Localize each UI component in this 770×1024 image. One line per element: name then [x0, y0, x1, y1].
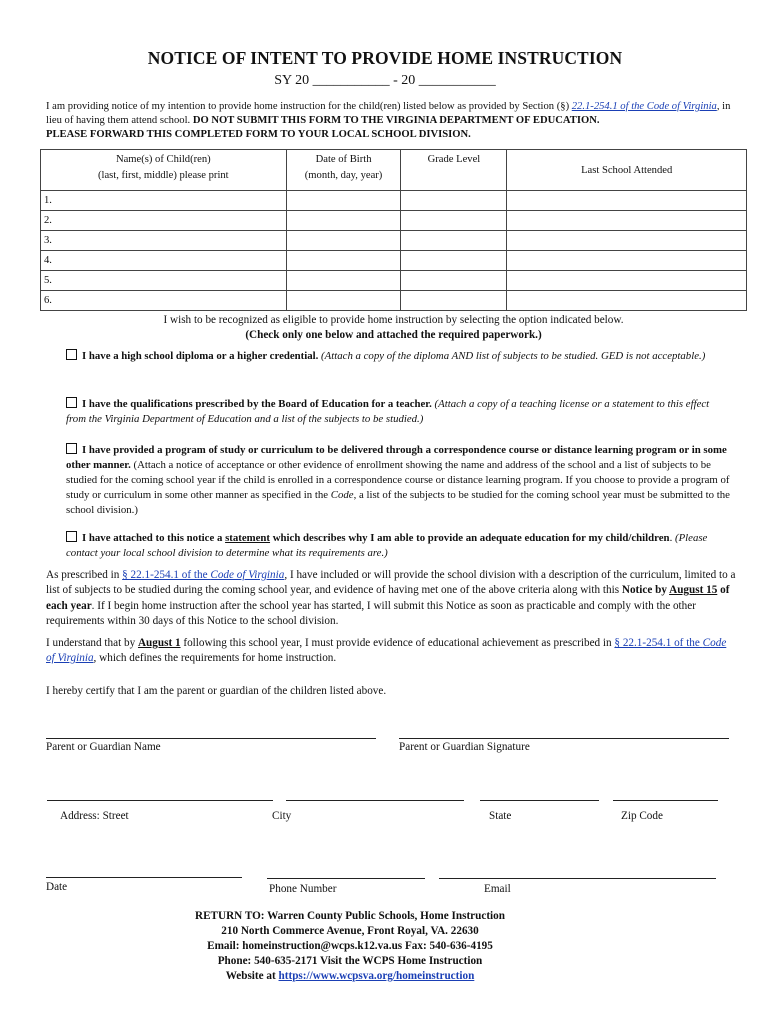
option-correspondence — [66, 443, 730, 518]
street-line[interactable] — [47, 800, 273, 801]
header-last-school: Last School Attended — [507, 150, 747, 191]
code-of-virginia-link[interactable]: 22.1-254.1 of the Code of Virginia — [571, 101, 717, 112]
para2-text: I understand that by — [46, 637, 138, 649]
statement-word: statement — [225, 532, 271, 544]
email-fax-line: Email: homeinstruction@wcps.k12.va.us Fax: 540-636-4195 — [207, 940, 493, 952]
option-teacher — [66, 397, 730, 427]
para1-text-3: . If I begin home instruction after the school year has started, I will submit this Notice as soon as practicable and comply with the other requirements within 30 days of this Notice to the school division. — [46, 599, 696, 627]
recognition-instructions — [40, 313, 747, 343]
para1-text-2: , I have included or will provide the school division with a description of the curriculum, limited to a list of subjects to be studied during the coming school year, and evidence of having met one of the above criteria along with this — [46, 569, 736, 597]
state-line[interactable] — [480, 800, 599, 801]
parent-signature-line[interactable] — [399, 738, 729, 739]
understand-paragraph — [46, 636, 736, 667]
table-row[interactable]: 4. — [41, 251, 747, 271]
website-line — [0, 969, 700, 984]
table-row[interactable]: 1. — [41, 191, 747, 211]
city-label: City — [272, 810, 292, 822]
website-link[interactable]: https://www.wcpsva.org/homeinstruction — [278, 970, 475, 982]
option-correspondence-note: (Attach a notice of acceptance or other evidence of enrollment showing the name and address of the school and a list of subjects to be studied for the coming school year if the child is enrolled in a correspondence course or distance learning program. If you choose to provide a program of study or curriculum in some other manner as specified in the — [66, 459, 730, 501]
city-line[interactable] — [286, 800, 464, 801]
header-date-of-birth: Date of Birth (month, day, year) — [286, 150, 401, 191]
do-not-submit-notice: DO NOT SUBMIT THIS FORM TO THE VIRGINIA DEPARTMENT OF EDUCATION. — [192, 115, 600, 126]
code-section-link-2[interactable]: § 22.1-254.1 of the Code of Virginia — [46, 637, 727, 665]
website-prefix: Website at — [225, 970, 279, 982]
table-row[interactable]: 2. — [41, 211, 747, 231]
option-diploma-label: I have a high school diploma or a higher credential. — [82, 350, 319, 362]
parent-name-label: Parent or Guardian Name — [46, 741, 161, 753]
street-address-line: 210 North Commerce Avenue, Front Royal, VA. 22630 — [221, 925, 479, 937]
return-to-line: RETURN TO: Warren County Public Schools, Home Instruction — [195, 910, 505, 922]
state-label: State — [489, 810, 512, 822]
option-diploma-note: (Attach a copy of the diploma AND list of subjects to be studied. GED is not acceptable.) — [318, 350, 706, 362]
code-section-link[interactable]: § 22.1-254.1 of the Code of Virginia — [122, 569, 285, 581]
parent-name-line[interactable] — [46, 738, 376, 739]
table-row[interactable]: 3. — [41, 231, 747, 251]
checkbox-statement[interactable] — [66, 531, 77, 542]
table-row[interactable]: 5. — [41, 271, 747, 291]
phone-label: Phone Number — [269, 883, 337, 895]
of-each-year: of each year — [46, 584, 730, 612]
zip-line[interactable] — [613, 800, 718, 801]
intro-paragraph — [46, 100, 736, 142]
para1-text: As prescribed in — [46, 569, 123, 581]
parent-signature-label: Parent or Guardian Signature — [399, 741, 530, 753]
para2-text-3: , which defines the requirements for home instruction. — [93, 652, 337, 665]
code-reference: Code — [330, 489, 354, 501]
option-statement-punct: . — [669, 532, 675, 544]
checkbox-diploma[interactable] — [66, 349, 77, 360]
phone-line-text: Phone: 540-635-2171 Visit the WCPS Home Instruction — [217, 955, 483, 967]
check-one-instruction: (Check only one below and attached the required paperwork.) — [245, 329, 542, 341]
option-statement — [66, 531, 730, 561]
certify-statement: I hereby certify that I am the parent or guardian of the children listed above. — [46, 685, 387, 697]
option-statement-label-2: which describes why I am able to provide an adequate education for my child/children — [270, 532, 670, 544]
checkbox-teacher[interactable] — [66, 397, 77, 408]
option-diploma — [66, 349, 730, 364]
header-grade-level: Grade Level — [401, 150, 507, 191]
zip-label: Zip Code — [621, 810, 663, 822]
forward-notice: PLEASE FORWARD THIS COMPLETED FORM TO YOUR LOCAL SCHOOL DIVISION. — [46, 129, 471, 140]
intro-text-2: , in lieu of having them attend school. — [46, 101, 731, 126]
recognition-line: I wish to be recognized as eligible to provide home instruction by selecting the option indicated below. — [163, 314, 624, 326]
email-line[interactable] — [439, 878, 716, 879]
option-correspondence-note-2: , a list of the subjects to be studied for the coming school year must be submitted to the school division.) — [66, 489, 730, 516]
date-line[interactable] — [46, 877, 242, 878]
notice-by: Notice by — [621, 584, 670, 597]
checkbox-correspondence[interactable] — [66, 443, 77, 454]
option-statement-note: (Please contact your local school division to determine what its requirements are.) — [66, 532, 708, 559]
option-teacher-label: I have the qualifications prescribed by the Board of Education for a teacher. — [82, 398, 432, 410]
school-year-field[interactable]: SY 20 ___________ - 20 ___________ — [274, 73, 496, 88]
deadline-august-15: August 15 — [669, 584, 718, 597]
option-teacher-note: (Attach a copy of a teaching license or a statement to this effect from the Virginia Department of Education and a list of the subjects to be studied.) — [66, 398, 710, 425]
para2-text-2: following this school year, I must provide evidence of educational achievement as prescribed in — [180, 637, 615, 649]
table-row[interactable]: 6. — [41, 291, 747, 311]
date-label: Date — [46, 881, 68, 893]
deadline-august-1: August 1 — [137, 637, 181, 649]
option-correspondence-label: I have provided a program of study or curriculum to be delivered through a correspondence course or distance learning program or in some other manner. — [66, 444, 727, 471]
intro-text: I am providing notice of my intention to provide home instruction for the child(ren) listed below as provided by Section (§) — [46, 101, 572, 112]
form-title: NOTICE OF INTENT TO PROVIDE HOME INSTRUCTION — [147, 48, 623, 68]
header-child-name: Name(s) of Child(ren) (last, first, middle) please print — [41, 150, 287, 191]
phone-line[interactable] — [267, 878, 425, 879]
return-address-block — [0, 909, 700, 984]
street-label: Address: Street — [60, 810, 129, 822]
children-table — [40, 149, 747, 311]
option-statement-label: I have attached to this notice a — [82, 532, 226, 544]
table-header-row — [41, 150, 747, 191]
email-label: Email — [484, 883, 511, 895]
prescribed-paragraph — [46, 568, 736, 629]
